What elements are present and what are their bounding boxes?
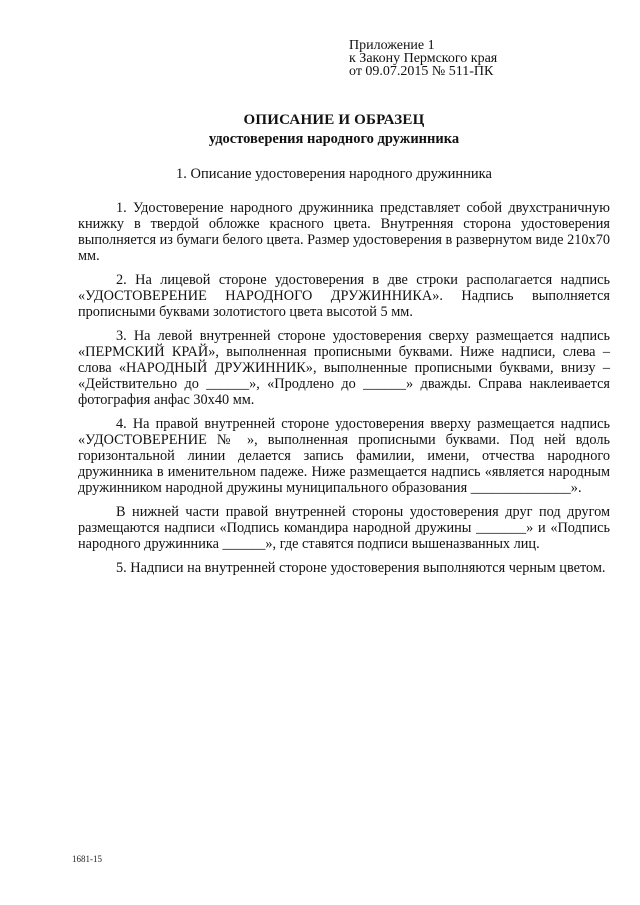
paragraph-6: 5. Надписи на внутренней стороне удостоверения выполняются черным цветом. <box>116 560 606 576</box>
paragraph-1: 1. Удостоверение народного дружинника представляет собой двухстраничную книжку в твердой обложке красного цвета. Внутренняя сторона удостоверения выполняется из бумаги белого цвета. Размер удостоверения в развернутом виде 210х70 мм. <box>78 200 610 264</box>
document-title: ОПИСАНИЕ И ОБРАЗЕЦ <box>243 112 425 128</box>
appendix-line-1: Приложение 1 <box>349 38 435 53</box>
appendix-line-2: к Закону Пермского края <box>349 51 498 66</box>
paragraph-4: 4. На правой внутренней стороне удостоверения вверху размещается надпись «УДОСТОВЕРЕНИЕ № », выполненная прописными буквами. Под ней вдоль горизонтальной линии делается запись фамилии, имени, отчества народного дружинника в именительном падеже. Ниже размещается надпись «является народным дружинником народной дружины муниципального образования ______________». <box>78 416 610 496</box>
paragraph-2: 2. На лицевой стороне удостоверения в две строки располагается надпись «УДОСТОВЕРЕНИЕ НАРОДНОГО ДРУЖИННИКА». Надпись выполняется прописными буквами золотистого цвета высотой 5 мм. <box>78 272 610 320</box>
appendix-note <box>349 39 497 78</box>
paragraph-5: В нижней части правой внутренней стороны удостоверения друг под другом размещаются надписи «Подпись командира народной дружины _______» и «Подпись народного дружинника ______», где ставятся подписи вышеназванных лиц. <box>78 504 610 552</box>
document-subtitle: удостоверения народного дружинника <box>208 131 460 147</box>
footer-code: 1681-15 <box>72 854 102 864</box>
appendix-line-3: от 09.07.2015 № 511-ПК <box>349 64 494 79</box>
section-heading: 1. Описание удостоверения народного дружинника <box>176 166 492 182</box>
body-text <box>78 200 610 584</box>
paragraph-3: 3. На левой внутренней стороне удостоверения сверху размещается надпись «ПЕРМСКИЙ КРАЙ», выполненная прописными буквами. Ниже надписи, слева – слова «НАРОДНЫЙ ДРУЖИННИК», выполненные прописными буквами, внизу – «Действительно до ______», «Продлено до ______» дважды. Справа наклеивается фотография анфас 30х40 мм. <box>78 328 610 408</box>
